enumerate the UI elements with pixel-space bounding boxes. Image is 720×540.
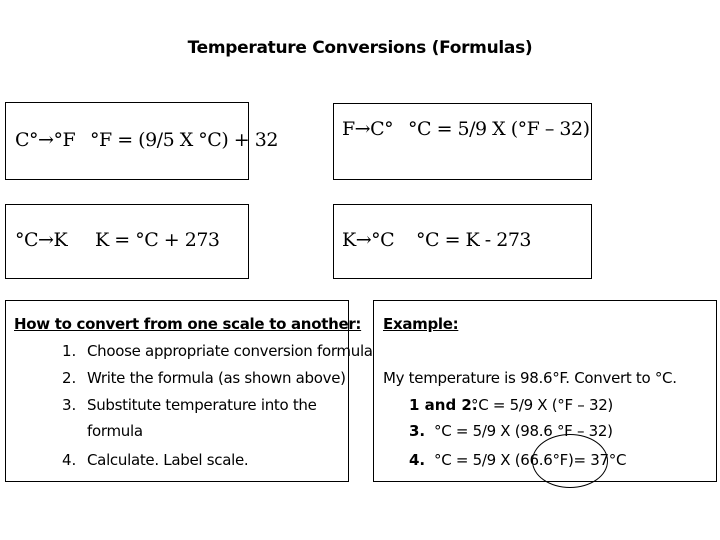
how-to-box (5, 300, 373, 482)
example-step-number: 3. (409, 422, 426, 440)
example-heading: Example: (383, 315, 459, 333)
c-to-f-label: C°→°F (15, 129, 76, 151)
f-to-c-box (333, 103, 592, 180)
c-to-f-formula: °F = (9/5 X °C) + 32 (90, 129, 278, 151)
c-to-k-label: °C→K (15, 229, 68, 251)
step-text: Choose appropriate conversion formula (87, 342, 373, 360)
c-to-k-box (5, 204, 249, 279)
example-step-number: 1 and 2. (409, 396, 478, 414)
step-text: Write the formula (as shown above) (87, 369, 346, 387)
step-number: 2. (62, 369, 77, 387)
f-to-c-label: F→C° (342, 118, 394, 140)
page-title: Temperature Conversions (Formulas) (187, 38, 533, 58)
step-text: formula (87, 422, 143, 440)
example-step-number: 4. (409, 451, 426, 469)
step-number: 3. (62, 396, 77, 414)
f-to-c-formula: °C = 5/9 X (°F – 32) (408, 118, 590, 140)
k-to-c-formula: °C = K - 273 (416, 229, 531, 251)
step-number: 4. (62, 451, 77, 469)
example-intro: My temperature is 98.6°F. Convert to °C. (383, 369, 677, 387)
how-to-heading: How to convert from one scale to another: (14, 315, 362, 333)
example-step-text: °C = 5/9 X (°F – 32) (471, 396, 613, 414)
c-to-f-box (5, 102, 278, 180)
step-text: Substitute temperature into the (87, 396, 317, 414)
example-step-text: °C = 5/9 X (66.6°F)= 37°C (434, 451, 627, 469)
answer-circle (532, 434, 608, 488)
example-step-text: °C = 5/9 X (98.6 °F – 32) (434, 422, 613, 440)
step-number: 1. (62, 342, 77, 360)
step-text: Calculate. Label scale. (87, 451, 249, 469)
c-to-k-formula: K = °C + 273 (95, 229, 220, 251)
k-to-c-label: K→°C (342, 229, 395, 251)
k-to-c-box (333, 204, 592, 279)
